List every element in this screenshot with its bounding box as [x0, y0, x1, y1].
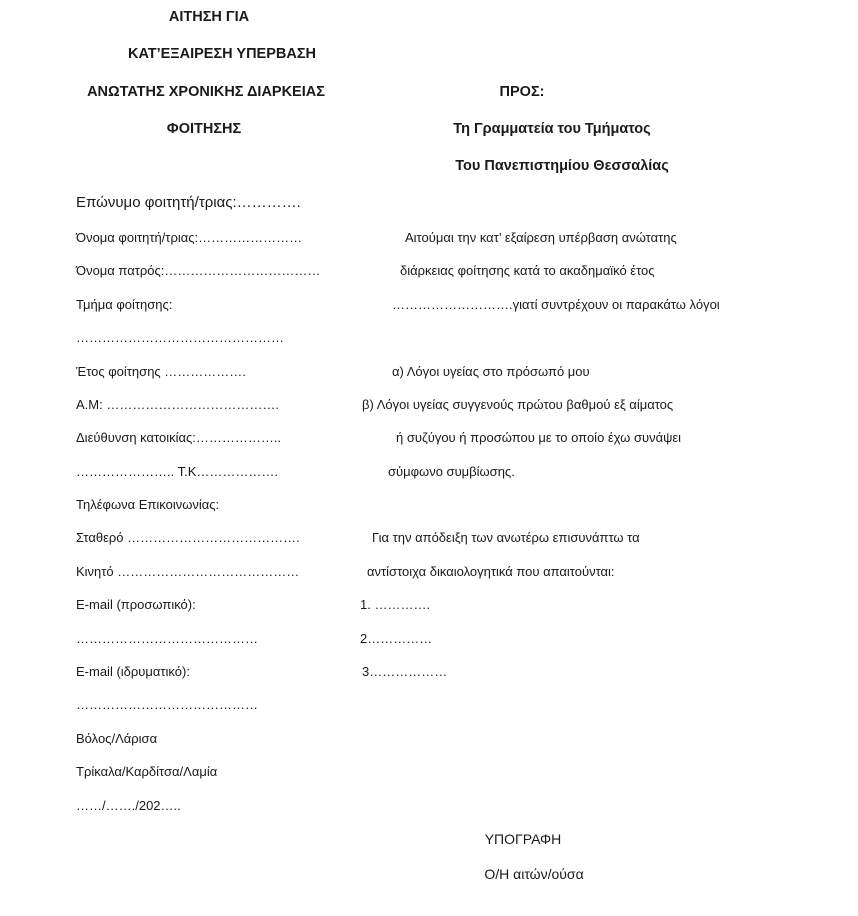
attachment-item-1: 1. …………. [360, 597, 431, 612]
recipient-to-label: ΠΡΟΣ: [499, 84, 545, 100]
form-title-line-4: ΦΟΙΤΗΣΗΣ [166, 121, 242, 137]
request-line-3: ……………………….γιατί συντρέχουν οι παρακάτω λόγοι [392, 297, 720, 312]
applicant-label: Ο/Η αιτών/ούσα [484, 866, 584, 882]
department-field: Τμήμα φοίτησης: [76, 297, 173, 312]
request-line-2: διάρκειας φοίτησης κατά το ακαδημαϊκό έτος [400, 263, 655, 278]
father-name-field: Όνομα πατρός:……………………………… [76, 263, 321, 278]
address-field: Διεύθυνση κατοικίας:……………….. [76, 430, 282, 445]
email-institutional-label: E-mail (ιδρυματικό): [76, 664, 190, 679]
recipient-line-1: Τη Γραμματεία του Τμήματος [453, 121, 651, 137]
phones-label: Τηλέφωνα Επικοινωνίας: [76, 497, 220, 512]
department-dots: ………………………………………… [76, 330, 284, 345]
recipient-line-2: Του Πανεπιστημίου Θεσσαλίας [455, 158, 669, 174]
attachments-line-2: αντίστοιχα δικαιολογητικά που απαιτούνται: [367, 564, 615, 579]
email-personal-label: E-mail (προσωπικό): [76, 597, 196, 612]
attachment-item-3: 3……………… [362, 664, 448, 679]
email-personal-dots: …………………………………… [76, 631, 258, 646]
form-title-line-1: ΑΙΤΗΣΗ ΓΙΑ [168, 9, 250, 25]
postal-code-field: ………………….. Τ.Κ………………. [76, 464, 279, 479]
reason-b-line-3: σύμφωνο συμβίωσης. [388, 464, 515, 479]
signature-label: ΥΠΟΓΡΑΦΗ [484, 831, 562, 847]
date-field: ……/……./202….. [76, 798, 181, 813]
name-field: Όνομα φοιτητή/τριας:…………………… [76, 230, 303, 245]
request-line-1: Αιτούμαι την κατ’ εξαίρεση υπέρβαση ανώτατης [405, 230, 677, 245]
attachment-item-2: 2…………… [360, 631, 433, 646]
am-field: Α.Μ: …………………………………. [76, 397, 279, 412]
city-line-1: Βόλος/Λάρισα [76, 731, 158, 746]
landline-field: Σταθερό …………………………………. [76, 530, 300, 545]
form-title-line-3: ΑΝΩΤΑΤΗΣ ΧΡΟΝΙΚΗΣ ΔΙΑΡΚΕΙΑΣ [87, 84, 325, 100]
email-institutional-dots: …………………………………… [76, 697, 258, 712]
city-line-2: Τρίκαλα/Καρδίτσα/Λαμία [76, 764, 218, 779]
mobile-field: Κινητό …………………………………… [76, 564, 300, 579]
year-field: Έτος φοίτησης ………………. [76, 364, 246, 379]
reason-b-line-2: ή συζύγου ή προσώπου με το οποίο έχω συνάψει [396, 430, 682, 445]
reason-a: α) Λόγοι υγείας στο πρόσωπό μου [392, 364, 590, 379]
form-title-line-2: ΚΑΤ’ΕΞΑΙΡΕΣΗ ΥΠΕΡΒΑΣΗ [127, 46, 317, 62]
surname-field: Επώνυμο φοιτητή/τριας:…………. [76, 194, 301, 211]
reason-b-line-1: β) Λόγοι υγείας συγγενούς πρώτου βαθμού εξ αίματος [362, 397, 674, 412]
attachments-line-1: Για την απόδειξη των ανωτέρω επισυνάπτω τα [372, 530, 640, 545]
